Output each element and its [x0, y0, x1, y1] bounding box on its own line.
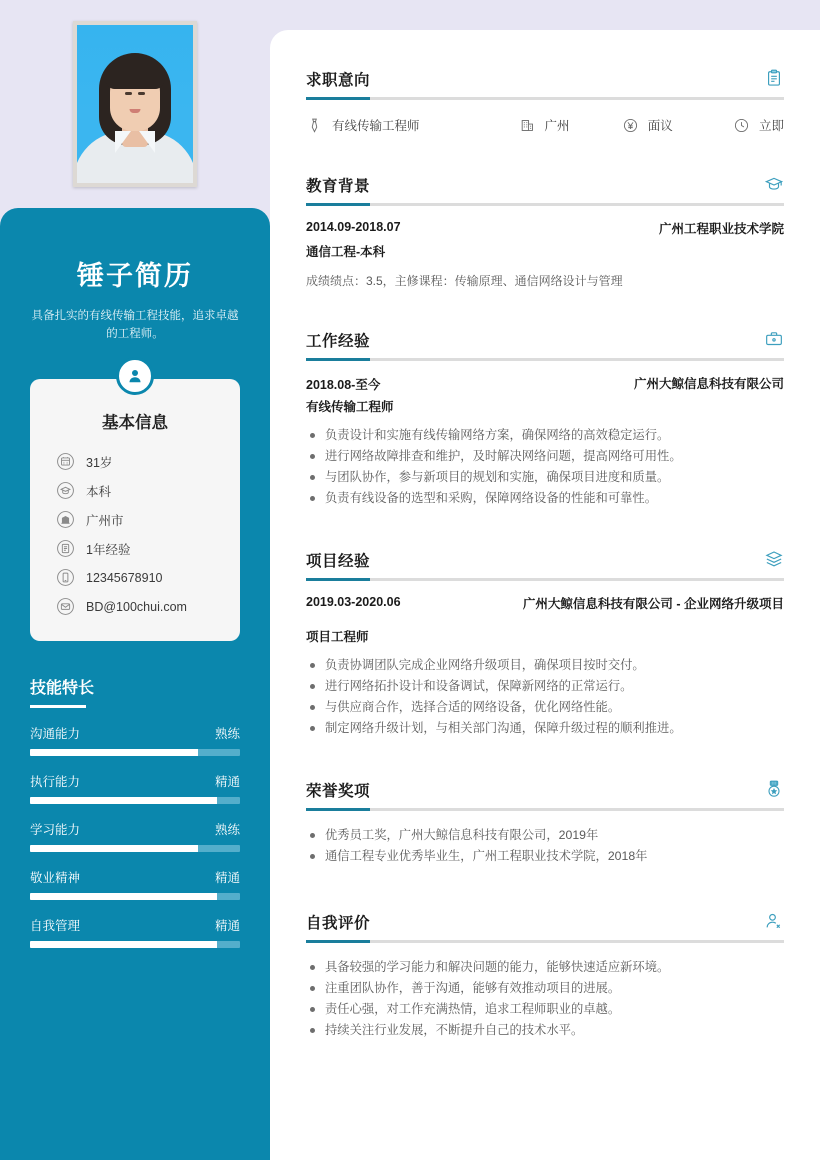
info-value-city: 广州市: [86, 513, 124, 528]
skills-title: 技能特长: [30, 680, 95, 697]
document-icon: [56, 539, 75, 558]
education-note: 成绩绩点：3.5，主修课程：传输原理、通信网络设计与管理: [306, 274, 623, 288]
project-bullet: 进行网络拓扑设计和设备调试，保障新网络的正常运行。: [306, 676, 784, 697]
section-rule: [306, 97, 784, 100]
honors-bullets: [306, 825, 784, 867]
skill-track: [30, 845, 240, 852]
intention-city: [519, 116, 622, 134]
work-bullets: [306, 425, 784, 509]
skill-fill: [30, 797, 217, 804]
info-row-phone: [30, 563, 240, 592]
clipboard-icon: [764, 68, 784, 88]
skill-track: [30, 941, 240, 948]
evaluation-bullet: 持续关注行业发展，不断提升自己的技术水平。: [306, 1020, 784, 1041]
work-company: 广州大鲸信息科技有限公司: [633, 377, 784, 391]
info-row-age: [30, 447, 240, 476]
section-work: [306, 329, 784, 509]
intention-position-value: 有线传输工程师: [332, 119, 420, 133]
graduation-cap-icon: [56, 481, 75, 500]
skill-fill: [30, 845, 198, 852]
section-title: 工作经验: [306, 333, 371, 350]
education-school: 广州工程职业技术学院: [658, 222, 784, 236]
envelope-icon: [56, 597, 75, 616]
skill-fill: [30, 893, 217, 900]
section-title: 荣誉奖项: [306, 783, 371, 800]
tie-icon: [306, 117, 323, 134]
basic-info-card: [30, 379, 240, 641]
skill-item: [30, 820, 240, 852]
info-row-city: [30, 505, 240, 534]
section-honors: [306, 779, 784, 867]
calendar-icon: [56, 452, 75, 471]
basic-info-card-wrap: [30, 379, 240, 641]
phone-icon: [56, 568, 75, 587]
skill-track: [30, 749, 240, 756]
evaluation-bullet: 具备较强的学习能力和解决问题的能力，能够快速适应新环境。: [306, 957, 784, 978]
section-rule: [306, 808, 784, 811]
section-title: 自我评价: [306, 915, 371, 932]
project-bullets: [306, 655, 784, 739]
work-entry: [306, 375, 784, 509]
project-bullet: 制定网络升级计划，与相关部门沟通，保障升级过程的顺利推进。: [306, 718, 784, 739]
user-profile-icon: [764, 911, 784, 931]
section-education: [306, 174, 784, 289]
skill-fill: [30, 749, 198, 756]
intention-salary: [622, 116, 733, 134]
project-entry: [306, 595, 784, 739]
portrait-photo: [77, 25, 193, 183]
sidebar: [0, 0, 270, 1160]
photo-frame: [73, 21, 197, 187]
education-entry: [306, 220, 784, 289]
medal-icon: [764, 779, 784, 799]
section-rule: [306, 578, 784, 581]
skills-underline: [30, 705, 86, 708]
info-value-degree: 本科: [86, 484, 112, 499]
skill-name: 学习能力: [30, 823, 81, 837]
sidebar-panel: [0, 208, 270, 1160]
info-value-experience: 1年经验: [86, 542, 131, 557]
skill-level: 精通: [214, 919, 240, 933]
intention-availability: [733, 116, 784, 134]
skills-section: [30, 675, 240, 948]
education-major: 通信工程-本科: [306, 245, 386, 259]
section-rule: [306, 358, 784, 361]
work-role: 有线传输工程师: [306, 400, 394, 414]
person-icon: [116, 357, 154, 395]
resume-tagline: 具备扎实的有线传输工程技能，追求卓越的工程师。: [31, 310, 239, 340]
layers-icon: [764, 549, 784, 569]
section-title: 教育背景: [306, 178, 371, 195]
info-value-email: BD@100chui.com: [86, 599, 187, 614]
info-value-age: 31岁: [86, 455, 113, 470]
section-project: [306, 549, 784, 739]
building-icon: [56, 510, 75, 529]
skill-track: [30, 797, 240, 804]
yuan-icon: [622, 117, 639, 134]
work-bullet: 进行网络故障排查和维护，及时解决网络问题，提高网络可用性。: [306, 446, 784, 467]
evaluation-bullet: 责任心强，对工作充满热情，追求工程师职业的卓越。: [306, 999, 784, 1020]
intention-position: [306, 116, 519, 134]
section-title: 项目经验: [306, 553, 371, 570]
section-evaluation: [306, 911, 784, 1041]
skill-name: 沟通能力: [30, 727, 81, 741]
work-date: 2018.08-至今: [306, 378, 381, 392]
evaluation-bullets: [306, 957, 784, 1041]
resume-name: 锤子简历: [77, 261, 193, 291]
intention-salary-value: 面议: [647, 119, 673, 133]
section-rule: [306, 940, 784, 943]
project-date: 2019.03-2020.06: [306, 595, 401, 609]
section-title: 求职意向: [306, 72, 371, 89]
graduation-cap-icon: [764, 174, 784, 194]
project-name: 广州大鲸信息科技有限公司 - 企业网络升级项目: [522, 597, 784, 611]
skill-fill: [30, 941, 217, 948]
info-row-degree: [30, 476, 240, 505]
project-role: 项目工程师: [306, 630, 369, 644]
skill-track: [30, 893, 240, 900]
info-row-email: [30, 592, 240, 621]
work-bullet: 负责设计和实施有线传输网络方案，确保网络的高效稳定运行。: [306, 425, 784, 446]
skill-item: [30, 724, 240, 756]
city-icon: [519, 117, 536, 134]
section-rule: [306, 203, 784, 206]
info-value-phone: 12345678910: [86, 570, 163, 585]
evaluation-bullet: 注重团队协作，善于沟通，能够有效推动项目的进展。: [306, 978, 784, 999]
skill-level: 熟练: [214, 823, 240, 837]
intention-availability-value: 立即: [758, 119, 784, 133]
honor-bullet: 优秀员工奖，广州大鲸信息科技有限公司，2019年: [306, 825, 784, 846]
skill-name: 执行能力: [30, 775, 81, 789]
intention-city-value: 广州: [544, 119, 570, 133]
skill-name: 自我管理: [30, 919, 81, 933]
clock-icon: [733, 117, 750, 134]
project-bullet: 与供应商合作，选择合适的网络设备，优化网络性能。: [306, 697, 784, 718]
skill-name: 敬业精神: [30, 871, 81, 885]
resume-content: [270, 30, 820, 1160]
skill-level: 熟练: [214, 727, 240, 741]
work-bullet: 与团队协作，参与新项目的规划和实施，确保项目进度和质量。: [306, 467, 784, 488]
info-row-experience: [30, 534, 240, 563]
briefcase-icon: [764, 329, 784, 349]
work-bullet: 负责有线设备的选型和采购，保障网络设备的性能和可靠性。: [306, 488, 784, 509]
basic-info-title: 基本信息: [102, 414, 168, 432]
skill-item: [30, 868, 240, 900]
skill-item: [30, 916, 240, 948]
section-intention: [306, 68, 784, 134]
skill-level: 精通: [214, 871, 240, 885]
education-date: 2014.09-2018.07: [306, 220, 401, 234]
project-bullet: 负责协调团队完成企业网络升级项目，确保项目按时交付。: [306, 655, 784, 676]
photo-area: [0, 0, 270, 208]
intention-items: [306, 116, 784, 134]
skill-level: 精通: [214, 775, 240, 789]
honor-bullet: 通信工程专业优秀毕业生，广州工程职业技术学院，2018年: [306, 846, 784, 867]
skill-item: [30, 772, 240, 804]
